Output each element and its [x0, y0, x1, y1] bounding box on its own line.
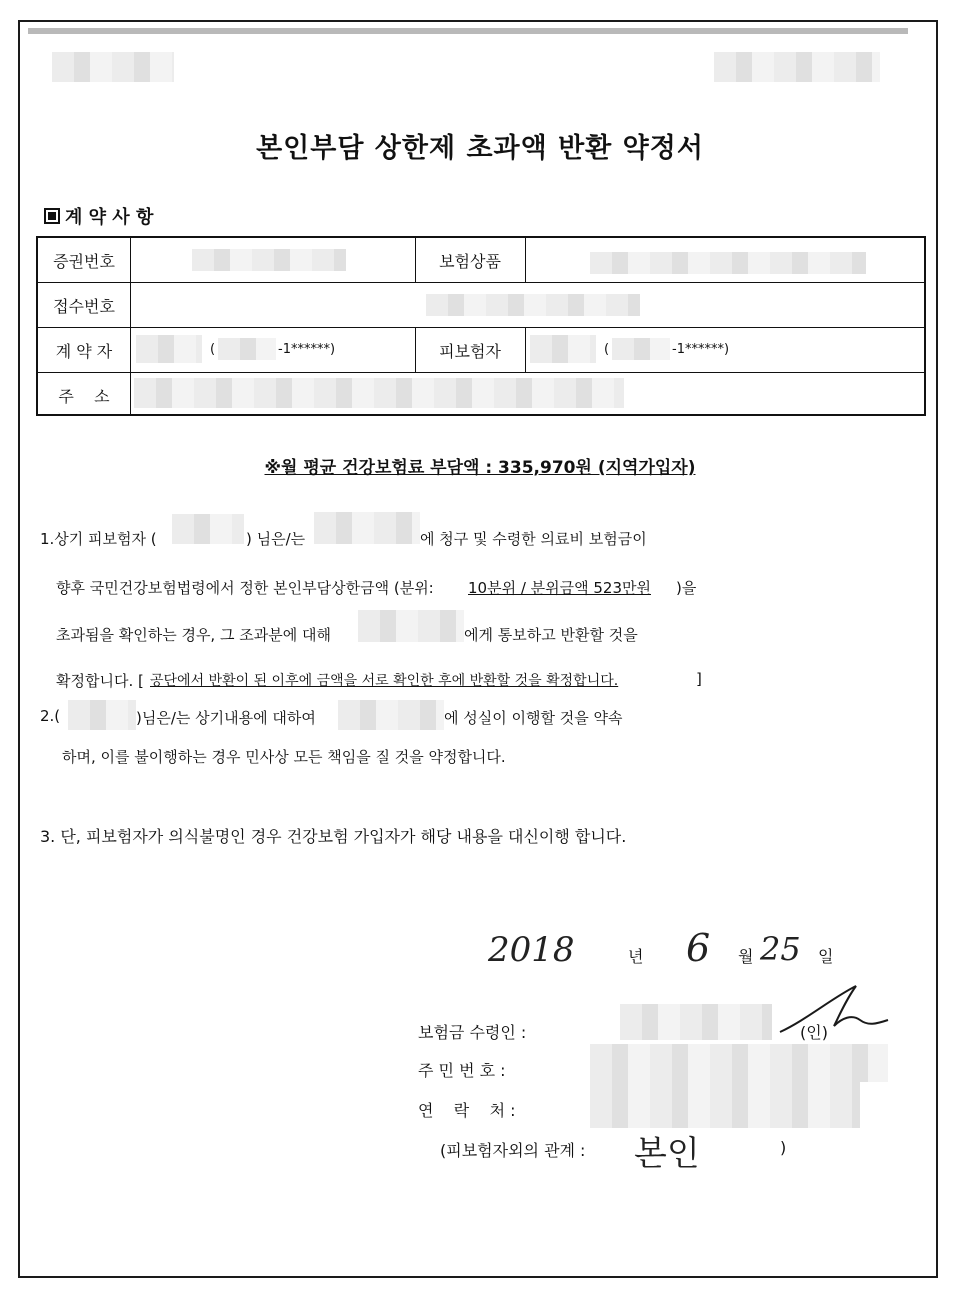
clause1-line2-income-decile: 10분위 / 분위금액 523만원 — [468, 579, 651, 597]
handwritten-year: 2018 — [488, 930, 575, 970]
table-col-divider — [525, 327, 526, 372]
table-row-divider — [38, 327, 924, 328]
clause1-line4-b: ] — [696, 670, 702, 688]
relation-close: ) — [780, 1138, 787, 1157]
clause1-line1-b: ) 님은/는 — [246, 530, 306, 548]
redacted-policy-number — [192, 249, 346, 271]
contractor-id-open: ( — [210, 342, 216, 357]
redacted-insurer-1 — [314, 512, 420, 544]
signature-mark — [776, 980, 892, 1040]
clause1-line4-a: 확정합니다. [ — [56, 672, 144, 690]
table-col-divider — [525, 238, 526, 282]
redacted-contractor-name — [136, 335, 202, 363]
redacted-insured-id — [612, 338, 670, 360]
clause1-line2-b: )을 — [676, 579, 697, 597]
monthly-premium-summary: ※월 평균 건강보험료 부담액 : 335,970원 (지역가입자) — [264, 458, 696, 478]
clause1-line1-c: 에 청구 및 수령한 의료비 보험금이 — [420, 530, 647, 548]
product-label: 보험상품 — [439, 252, 501, 271]
filled-square-icon — [44, 208, 60, 224]
receipt-number-label: 접수번호 — [53, 297, 115, 316]
resident-number-label: 주 민 번 호 : — [418, 1061, 506, 1080]
contract-table — [36, 236, 926, 416]
redacted-header-right — [714, 52, 880, 82]
day-unit: 일 — [818, 947, 834, 966]
redacted-insurer-3 — [338, 700, 444, 730]
redacted-contact — [590, 1082, 860, 1128]
insured-label: 피보험자 — [439, 342, 501, 361]
redacted-product — [590, 252, 866, 274]
clause1-line4-condition: 공단에서 반환이 된 이후에 금액을 서로 확인한 후에 반환할 것을 확정합니다. — [150, 673, 619, 689]
table-row-divider — [38, 372, 924, 373]
redacted-insured-name-2 — [172, 514, 244, 544]
redacted-address — [134, 378, 624, 408]
redacted-contractor-id — [218, 338, 276, 360]
redacted-recipient-name — [620, 1004, 772, 1040]
handwritten-day: 25 — [760, 930, 801, 968]
clause1-line2-a: 향후 국민건강보험법령에서 정한 본인부담상한금액 (분위: — [56, 579, 434, 597]
redacted-insured-name-3 — [68, 700, 136, 730]
insured-id-suffix: -1******) — [672, 342, 730, 357]
address-label: 주 소 — [58, 387, 110, 406]
contractor-id-suffix: -1******) — [278, 342, 336, 357]
redacted-insured-name — [530, 335, 596, 363]
clause2-line1-c: 에 성실이 이행할 것을 약속 — [444, 709, 623, 727]
seal-label: (인) — [800, 1023, 828, 1042]
contractor-label: 계 약 자 — [55, 342, 113, 361]
month-unit: 월 — [738, 947, 754, 966]
redacted-header-left — [52, 52, 174, 82]
policy-number-label: 증권번호 — [53, 252, 115, 271]
contact-label: 연 락 처 : — [418, 1101, 516, 1120]
redacted-receipt-number — [426, 294, 640, 316]
clause3: 3. 단, 피보험자가 의식불명인 경우 건강보험 가입자가 해당 내용을 대신이행 합니다. — [40, 827, 627, 846]
table-row-divider — [38, 282, 924, 283]
handwritten-relation: 본인 — [634, 1134, 700, 1174]
table-col-divider — [130, 238, 131, 414]
scan-top-line — [28, 28, 908, 34]
clause2-line2: 하며, 이를 불이행하는 경우 민사상 모든 책임을 질 것을 약정합니다. — [62, 748, 506, 766]
recipient-label: 보험금 수령인 : — [418, 1023, 527, 1042]
relation-label: (피보험자외의 관계 : — [440, 1141, 586, 1160]
section-heading-text: 계 약 사 항 — [65, 207, 154, 228]
section-heading — [44, 203, 153, 229]
handwritten-month: 6 — [686, 926, 711, 970]
clause1-line3-a: 초과됨을 확인하는 경우, 그 조과분에 대해 — [56, 626, 331, 644]
year-unit: 년 — [628, 947, 644, 966]
insured-id-open: ( — [604, 342, 610, 357]
redacted-resident-number — [590, 1044, 888, 1082]
clause1-line1-a: 1.상기 피보험자 ( — [40, 530, 157, 548]
clause2-line1-a: 2.( — [40, 707, 61, 725]
redacted-insurer-2 — [358, 610, 464, 642]
clause1-line3-b: 에게 통보하고 반환할 것을 — [464, 626, 638, 644]
clause2-line1-b: )님은/는 상기내용에 대하여 — [136, 709, 316, 727]
document-title: 본인부담 상한제 초과액 반환 약정서 — [256, 133, 704, 164]
